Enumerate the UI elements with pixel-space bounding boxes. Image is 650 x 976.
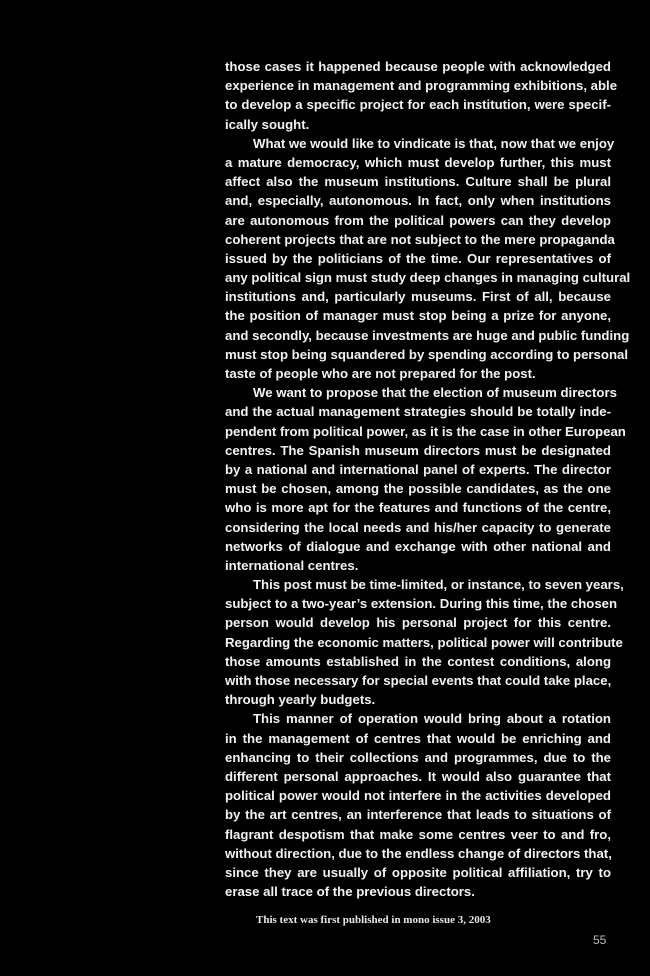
text-line: erase all trace of the previous directors.: [225, 884, 475, 900]
text-line: person would develop his personal project for this centre.: [225, 615, 611, 631]
text-line: affect also the museum institutions. Culture shall be plural: [225, 174, 611, 190]
text-line: without direction, due to the endless change of directors that,: [225, 845, 612, 861]
text-line: subject to a two-year’s extension. During this time, the chosen: [225, 596, 618, 612]
page-number: 55: [593, 933, 607, 947]
text-line: since they are usually of opposite political affiliation, try to: [225, 864, 611, 880]
text-line: those cases it happened because people with acknowledged: [225, 59, 611, 74]
text-line: centres. The Spanish museum directors must be designated: [225, 442, 611, 458]
text-line: any political sign must study deep changes in managing cultural: [225, 270, 631, 286]
paragraph: [225, 57, 618, 134]
text-line: flagrant despotism that make some centres veer to and fro,: [225, 826, 611, 842]
paragraph: [225, 575, 624, 709]
text-line: enhancing to their collections and programmes, due to the: [225, 749, 611, 765]
text-line: experience in management and programming exhibitions, able: [225, 78, 618, 94]
text-line: a mature democracy, which must develop further, this must: [225, 154, 611, 170]
text-line: considering the local needs and his/her capacity to generate: [225, 519, 611, 535]
text-line: pendent from political power, as it is the case in other European: [225, 423, 626, 439]
text-line: networks of dialogue and exchange with other national and: [225, 538, 611, 554]
text-line: the position of manager must stop being a prize for anyone,: [225, 308, 611, 324]
paragraph: [225, 383, 626, 575]
text-line: coherent projects that are not subject to the mere propaganda: [225, 231, 615, 247]
body-text: [225, 57, 631, 901]
text-line: institutions and, particularly museums. First of all, because: [225, 289, 611, 305]
paragraph: [225, 709, 611, 901]
text-line: political power would not interfere in the activities developed: [225, 788, 611, 804]
text-line: What we would like to vindicate is that, now that we enjoy: [253, 135, 615, 151]
text-line: in the management of centres that would be enriching and: [225, 730, 611, 746]
text-line: and, especially, autonomous. In fact, only when institutions: [225, 193, 611, 209]
text-line: must stop being squandered by spending according to personal: [225, 346, 628, 362]
text-line: and the actual management strategies should be totally inde-: [225, 404, 611, 420]
text-line: those amounts established in the contest conditions, along: [225, 653, 611, 669]
text-line: This post must be time-limited, or instance, to seven years,: [253, 577, 624, 593]
text-line: with those necessary for special events that could take place,: [225, 673, 612, 688]
text-line: through yearly budgets.: [225, 692, 376, 708]
text-line: We want to propose that the election of museum directors: [253, 385, 617, 401]
text-line: ically sought.: [225, 116, 310, 132]
text-line: different personal approaches. It would also guarantee that: [225, 768, 611, 784]
text-line: to develop a specific project for each institution, were specif-: [225, 97, 611, 113]
text-line: issued by the politicians of the time. Our representatives of: [225, 250, 611, 266]
publication-note: This text was first published in mono issue 3, 2003: [256, 914, 491, 926]
paragraph: [225, 134, 631, 383]
text-line: international centres.: [225, 557, 359, 573]
text-line: This manner of operation would bring about a rotation: [253, 711, 611, 727]
text-line: by the art centres, an interference that leads to situations of: [225, 807, 611, 823]
text-line: by a national and international panel of experts. The director: [225, 461, 611, 477]
text-line: and secondly, because investments are huge and public funding: [225, 327, 630, 343]
text-line: must be chosen, among the possible candidates, as the one: [225, 481, 611, 497]
text-line: taste of people who are not prepared for the post.: [225, 366, 536, 381]
text-line: are autonomous from the political powers can they develop: [225, 212, 611, 228]
text-line: who is more apt for the features and functions of the centre,: [225, 500, 611, 516]
text-line: Regarding the economic matters, political power will contribute: [225, 634, 623, 650]
